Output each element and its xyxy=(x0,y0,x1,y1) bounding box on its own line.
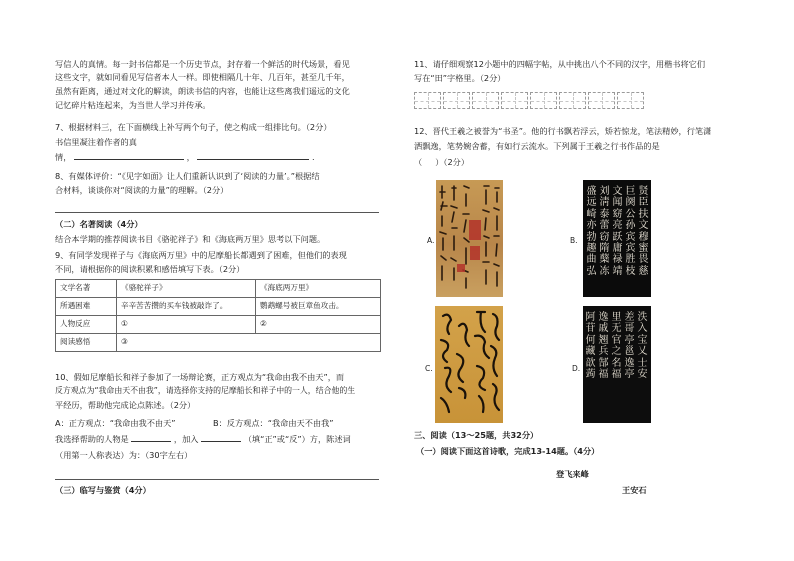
calligraphy-char: 名 xyxy=(611,357,622,369)
calligraphy-char: 窈 xyxy=(612,208,623,220)
section2-title: （二）名著阅读（4分） xyxy=(55,219,143,229)
q10-prompt-2: 反方观点为“我命由天不由我”，请选择你支持的尼摩船长和祥子中的一人，结合他的生 xyxy=(55,386,356,395)
calligraphy-char: 勃 xyxy=(586,231,597,243)
calligraphy-char: 歆 xyxy=(585,357,596,369)
calligraphy-char: 巨 xyxy=(625,186,636,197)
calligraphy-char: 苷 xyxy=(585,323,596,335)
table-header-cell: 文学名著 xyxy=(56,280,117,298)
calligraphy-char: 阿 xyxy=(585,312,596,323)
calligraphy-char: 趣 xyxy=(586,243,597,255)
divider-line xyxy=(55,212,379,213)
option-d-label: D. xyxy=(572,364,581,373)
calligraphy-column xyxy=(637,312,648,380)
q10-prompt-3: 平经历，帮助他完成论点陈述。（2分） xyxy=(55,400,196,410)
tianzige-box[interactable] xyxy=(530,92,557,109)
q12-prompt-cont: 洒飘逸，笔势婉舍蓄，有如行云流水。下列属于王羲之行书作品的是 xyxy=(414,141,660,151)
table-header-cell: 《海底两万里》 xyxy=(256,280,381,298)
calligraphy-char: 弘 xyxy=(586,265,597,277)
reading-table xyxy=(55,279,381,352)
table-cell: 阅读感悟 xyxy=(56,334,117,352)
calligraphy-char: 泆 xyxy=(637,312,648,323)
table-row xyxy=(56,298,381,316)
calligraphy-image-a[interactable] xyxy=(436,180,503,297)
tianzige-box[interactable] xyxy=(588,92,615,109)
calligraphy-column xyxy=(598,312,609,380)
tianzige-box[interactable] xyxy=(559,92,586,109)
calligraphy-char: 乂 xyxy=(637,346,648,358)
calligraphy-char: 庸 xyxy=(612,243,623,255)
calligraphy-char: 曲 xyxy=(586,254,597,266)
table-cell: 人物反应 xyxy=(56,316,117,334)
q8-prompt: 8、有媒体评价：“《见字如面》让人们重新认识到了‘阅读的力量’。”根据结 xyxy=(55,171,320,181)
calligraphy-column xyxy=(624,312,635,380)
calligraphy-char: 入 xyxy=(637,323,648,335)
calligraphy-char: 窃 xyxy=(599,231,610,243)
calligraphy-char: 靖 xyxy=(612,265,623,277)
tianzige-box[interactable] xyxy=(617,92,644,109)
calligraphy-char: 邕 xyxy=(624,346,635,358)
calligraphy-image-b[interactable] xyxy=(583,180,651,297)
q11-prompt: 11、请仔细观察12小题中的四幅字帖，从中挑出八个不同的汉字，用楷书将它们 xyxy=(414,59,706,69)
option-c-label: C. xyxy=(425,364,433,373)
q11-prompt-cont: 写在“田”字格里。（2分） xyxy=(414,73,506,83)
q12-prompt: 12、晋代王羲之被誉为“书圣”。他的行书飘若浮云，矫若惊龙，笔法精妙，行笔潇 xyxy=(414,126,712,136)
q9-prompt-cont: 不同，请根据你的阅读积累和感悟填写下表。（2分） xyxy=(55,264,245,274)
calligraphy-char: 福 xyxy=(598,369,609,381)
calligraphy-column xyxy=(611,312,622,380)
calligraphy-char: 福 xyxy=(611,369,622,381)
q9-prompt: 9、有同学发现祥子与《海底两万里》中的尼摩船长都遇到了困难，但他们的表现 xyxy=(55,250,347,260)
q7-answer-start: 情， xyxy=(55,152,72,162)
calligraphy-char: 盛 xyxy=(586,186,597,197)
calligraphy-char: 官 xyxy=(611,334,622,346)
q10-blank-side[interactable] xyxy=(201,441,241,442)
reading-subsection-title: （一）阅读下面这首诗歌，完成13-14题。（4分） xyxy=(416,446,600,456)
calligraphy-char: 公 xyxy=(625,208,636,220)
calligraphy-char: 宝 xyxy=(637,334,648,346)
calligraphy-char: 臣 xyxy=(638,197,649,209)
table-row xyxy=(56,316,381,334)
table-header-cell: 《骆驼祥子》 xyxy=(117,280,256,298)
calligraphy-char: 淸 xyxy=(599,197,610,209)
intro-line-2: 这些文字，就如同看见写信者本人一样。即使相隔几十年、几百年，甚至几千年， xyxy=(55,72,350,82)
q10-prompt: 10、假如尼摩船长和祥子参加了一场辩论赛，正方观点为“我命由我不由天”，而 xyxy=(55,372,345,382)
calligraphy-char: 贤 xyxy=(638,186,649,197)
q10-blank-person[interactable] xyxy=(131,441,171,442)
intro-line-4: 记忆碎片粘连起来，为当世人学习并传承。 xyxy=(55,100,211,110)
q10-prompt-5: （用第一人称表达）为：（30字左右） xyxy=(55,450,193,460)
calligraphy-char: 扶 xyxy=(638,208,649,220)
calligraphy-char: 泰 xyxy=(599,208,610,220)
q7-answer-sep: ， xyxy=(186,152,195,162)
calligraphy-char: 闻 xyxy=(612,197,623,209)
table-cell[interactable]: ② xyxy=(256,316,381,334)
q10-option-b: B：反方观点：“我命由天不由我” xyxy=(213,418,334,428)
calligraphy-char: 刘 xyxy=(599,186,610,197)
calligraphy-char: 士 xyxy=(637,357,648,369)
calligraphy-char: 逸 xyxy=(624,357,635,369)
intro-line-3: 虽然有距离，通过对文化的解读，朗读书信的内容，也能让这些离我们遥远的文化 xyxy=(55,86,350,96)
table-cell[interactable]: ① xyxy=(117,316,256,334)
table-header-row xyxy=(56,280,381,298)
poem-title: 登飞来峰 xyxy=(556,469,589,479)
calligraphy-char: 宾 xyxy=(625,231,636,243)
calligraphy-char: 冻 xyxy=(599,265,610,277)
calligraphy-char: 亦 xyxy=(586,220,597,232)
calligraphy-char: 安 xyxy=(637,369,648,381)
calligraphy-char: 穆 xyxy=(638,231,649,243)
calligraphy-char: 亭 xyxy=(624,369,635,381)
calligraphy-column xyxy=(638,186,649,277)
q7-answer-line: 情， ， . xyxy=(55,152,315,162)
q12-answer-blank[interactable]: （ ）（2分） xyxy=(414,157,470,167)
calligraphy-char: 蜜 xyxy=(638,243,649,255)
section3-heading: （三）临写与鉴赏（4分） xyxy=(55,485,151,495)
calligraphy-char: 戚 xyxy=(598,323,609,335)
calligraphy-column xyxy=(625,186,636,277)
q10-option-a: A：正方观点：“我命由我不由天” xyxy=(55,418,176,428)
intro-line-1: 写信人的真情。每一封书信都是一个历史节点，封存着一个鲜活的时代场景，看见 xyxy=(55,59,350,69)
calligraphy-char: 崎 xyxy=(586,208,597,220)
divider-line-2 xyxy=(55,479,379,480)
calligraphy-char: 文 xyxy=(638,220,649,232)
calligraphy-char: 蒟 xyxy=(585,369,596,381)
q7-blank-2[interactable] xyxy=(197,159,309,160)
cursive-strokes-c xyxy=(435,306,503,423)
calligraphy-char: 阕 xyxy=(625,197,636,209)
calligraphy-column xyxy=(612,186,623,277)
table-cell[interactable]: ③ xyxy=(117,334,381,352)
calligraphy-char: 亮 xyxy=(612,220,623,232)
calligraphy-column xyxy=(599,186,610,277)
calligraphy-char: 逸 xyxy=(598,312,609,323)
table-cell: 辛辛苦苦攒的买车钱被敲诈了。 xyxy=(117,298,256,316)
red-seal-stamp xyxy=(457,264,465,272)
calligraphy-char: 兵 xyxy=(598,346,609,358)
q7-prompt: 7、根据材料三，在下面横线上补写两个句子，使之构成一组排比句。（2分） xyxy=(55,122,332,132)
calligraphy-char: 藏 xyxy=(585,346,596,358)
table-row xyxy=(56,334,381,352)
calligraphy-char: 蕾 xyxy=(599,220,610,232)
calligraphy-char: 宾 xyxy=(625,243,636,255)
calligraphy-char: 畏 xyxy=(638,254,649,266)
calligraphy-char: 文 xyxy=(612,186,623,197)
q10-answer-b: ，加入 xyxy=(173,434,199,444)
calligraphy-char: 差 xyxy=(624,312,635,323)
table-cell: 所遇困难 xyxy=(56,298,117,316)
calligraphy-image-d[interactable] xyxy=(583,306,651,423)
tianzige-box[interactable] xyxy=(472,92,499,109)
red-seal-stamp xyxy=(469,220,481,240)
calligraphy-char: 翘 xyxy=(598,334,609,346)
calligraphy-char: 里 xyxy=(611,312,622,323)
reading-section-title: 三、阅读（13～25题，共32分） xyxy=(414,430,539,440)
calligraphy-char: 何 xyxy=(585,334,596,346)
calligraphy-char: 禄 xyxy=(612,254,623,266)
calligraphy-char: 无 xyxy=(611,323,622,335)
q10-answer-c: （填“正”或“反”）方，陈述词 xyxy=(243,434,351,444)
tianzige-box[interactable] xyxy=(501,92,528,109)
calligraphy-image-c[interactable] xyxy=(435,306,503,423)
option-a-label: A. xyxy=(427,236,435,245)
calligraphy-char: 胜 xyxy=(625,254,636,266)
table-cell: 鹦鹉螺号被巨章鱼攻击。 xyxy=(256,298,381,316)
red-seal-stamp xyxy=(470,246,480,260)
q10-answer-a: 我选择帮助的人物是 xyxy=(55,434,129,444)
calligraphy-char: 哥 xyxy=(624,323,635,335)
tianzige-box[interactable] xyxy=(414,92,441,109)
calligraphy-char: 远 xyxy=(586,197,597,209)
calligraphy-char: 之 xyxy=(611,346,622,358)
calligraphy-char: 蘖 xyxy=(599,254,610,266)
calligraphy-char: 慈 xyxy=(638,265,649,277)
poem-author: 王安石 xyxy=(622,485,647,495)
tianzige-box[interactable] xyxy=(443,92,470,109)
calligraphy-char: 郜 xyxy=(598,357,609,369)
q10-answer-line xyxy=(55,434,351,445)
calligraphy-char: 孙 xyxy=(625,220,636,232)
calligraphy-column xyxy=(586,186,597,277)
option-b-label: B. xyxy=(570,236,578,245)
section2-intro: 结合本学期的推荐阅读书目《骆驼祥子》和《海底两万里》思考以下问题。 xyxy=(55,234,326,244)
calligraphy-column xyxy=(585,312,596,380)
calligraphy-char: 枝 xyxy=(625,265,636,277)
q7-stem: 书信里凝注着作者的真 xyxy=(55,137,137,147)
q8-prompt-cont: 合材料，谈谈你对“阅读的力量”的理解。（2分） xyxy=(55,185,229,195)
calligraphy-char: 隋 xyxy=(599,243,610,255)
q7-blank-1[interactable] xyxy=(74,159,184,160)
calligraphy-char: 跃 xyxy=(612,231,623,243)
calligraphy-char: 亭 xyxy=(624,334,635,346)
